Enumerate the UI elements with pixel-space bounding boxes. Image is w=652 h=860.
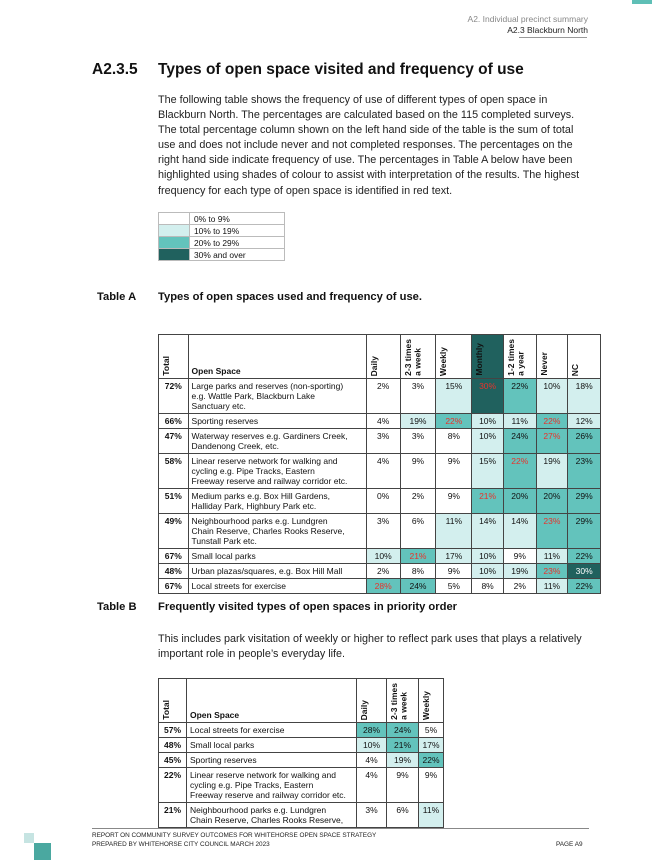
frequency-cell: 21% (400, 549, 436, 564)
open-space-line: Neighbourhood parks e.g. Lundgren (191, 516, 328, 526)
frequency-cell: 15% (436, 379, 472, 414)
frequency-cell: 8% (472, 579, 504, 594)
open-space-cell (188, 429, 366, 454)
frequency-cell: 15% (472, 454, 504, 489)
col-total-header: Total (159, 335, 189, 379)
frequency-cell: 10% (357, 738, 387, 753)
col-space-header: Open Space (188, 335, 366, 379)
frequency-cell: 17% (419, 738, 444, 753)
header-rule (519, 37, 587, 38)
open-space-line: e.g. Wattle Park, Blackburn Lake (191, 391, 315, 401)
table-a-label: Table A (97, 291, 137, 303)
open-space-line: Local streets for exercise (190, 725, 285, 735)
frequency-cell: 24% (503, 429, 536, 454)
legend-label: 20% to 29% (190, 237, 285, 249)
open-space-cell (188, 564, 366, 579)
frequency-cell: 29% (568, 514, 601, 549)
frequency-cell: 2% (503, 579, 536, 594)
total-cell: 57% (159, 723, 187, 738)
table-row (159, 768, 444, 803)
frequency-cell: 17% (436, 549, 472, 564)
corner-accent (632, 0, 652, 4)
legend-label: 30% and over (190, 249, 285, 261)
frequency-cell: 3% (366, 514, 400, 549)
total-cell: 72% (159, 379, 189, 414)
table-row (159, 454, 601, 489)
table-a (158, 334, 601, 594)
intro-line: The total percentage column shown on the left hand side of the table is the sum of total (158, 124, 574, 137)
frequency-cell: 10% (472, 429, 504, 454)
footer-rule (92, 828, 589, 829)
open-space-line: Tunstall Park etc. (191, 536, 257, 546)
frequency-cell: 22% (419, 753, 444, 768)
intro-line: This includes park visitation of weekly or higher to reflect park uses that plays a relatively (158, 633, 582, 645)
frequency-cell: 22% (536, 414, 568, 429)
frequency-cell: 22% (503, 454, 536, 489)
legend-swatch (159, 249, 190, 261)
frequency-cell: 18% (568, 379, 601, 414)
open-space-line: Dandenong Creek, etc. (191, 441, 279, 451)
frequency-cell: 10% (536, 379, 568, 414)
open-space-line: Halliday Park, Highbury Park etc. (191, 501, 317, 511)
table-row (159, 753, 444, 768)
frequency-cell: 3% (366, 429, 400, 454)
frequency-cell: 26% (568, 429, 601, 454)
total-cell: 58% (159, 454, 189, 489)
total-cell: 51% (159, 489, 189, 514)
open-space-line: Sanctuary etc. (191, 401, 246, 411)
col-monthly-header: Monthly (472, 335, 504, 379)
intro-line: right hand side indicate frequency of use. The percentages in Table A below have been (158, 154, 573, 167)
table-row (159, 549, 601, 564)
open-space-line: cycling e.g. Pipe Tracks, Eastern (190, 780, 314, 790)
total-cell: 67% (159, 549, 189, 564)
open-space-cell (187, 768, 357, 803)
frequency-cell: 4% (357, 768, 387, 803)
frequency-cell: 3% (400, 379, 436, 414)
header-subsection: A2.3 Blackburn North (507, 25, 588, 35)
open-space-cell (187, 723, 357, 738)
total-cell: 49% (159, 514, 189, 549)
frequency-cell: 19% (387, 753, 419, 768)
total-cell: 22% (159, 768, 187, 803)
frequency-cell: 21% (387, 738, 419, 753)
table-b-intro (158, 632, 590, 662)
heading-title: Types of open space visited and frequency of use (158, 61, 524, 78)
total-cell: 47% (159, 429, 189, 454)
col-weekly-header: Weekly (436, 335, 472, 379)
col-daily-header: Daily (366, 335, 400, 379)
open-space-cell (187, 753, 357, 768)
col-space-header: Open Space (187, 679, 357, 723)
frequency-cell: 9% (503, 549, 536, 564)
frequency-cell: 23% (536, 564, 568, 579)
open-space-cell (188, 379, 366, 414)
frequency-cell: 11% (419, 803, 444, 828)
open-space-cell (188, 454, 366, 489)
table-b-title: Frequently visited types of open spaces in priority order (158, 601, 458, 613)
frequency-cell: 12% (568, 414, 601, 429)
open-space-line: Sporting reserves (191, 416, 259, 426)
frequency-cell: 5% (419, 723, 444, 738)
footer-page-number: PAGE A9 (556, 841, 583, 848)
open-space-line: Chain Reserve, Charles Rooks Reserve, (191, 526, 345, 536)
frequency-cell: 4% (366, 414, 400, 429)
header-section: A2. Individual precinct summary (467, 14, 588, 24)
table-row (159, 803, 444, 828)
table-row (159, 723, 444, 738)
intro-line: The following table shows the frequency of use of different types of open space in (158, 94, 548, 106)
open-space-line: Sporting reserves (190, 755, 257, 765)
total-cell: 66% (159, 414, 189, 429)
frequency-cell: 10% (472, 564, 504, 579)
frequency-cell: 22% (568, 579, 601, 594)
intro-line: highlighted using shades of colour to assist with interpretation of the results. The highest (158, 169, 580, 182)
frequency-cell: 5% (436, 579, 472, 594)
frequency-cell: 19% (503, 564, 536, 579)
heading-number: A2.3.5 (92, 61, 138, 78)
intro-line: frequency for each type of open space is identified in red text. (158, 184, 453, 197)
open-space-line: Freeway reserve and railway corridor etc. (190, 790, 346, 800)
colour-legend (158, 212, 285, 261)
table-row (159, 379, 601, 414)
frequency-cell: 27% (536, 429, 568, 454)
frequency-cell: 10% (472, 549, 504, 564)
total-cell: 48% (159, 564, 189, 579)
frequency-cell: 8% (436, 429, 472, 454)
open-space-line: Linear reserve network for walking and (191, 456, 338, 466)
frequency-cell: 28% (357, 723, 387, 738)
frequency-cell: 2% (366, 564, 400, 579)
open-space-line: Linear reserve network for walking and (190, 770, 336, 780)
frequency-cell: 19% (536, 454, 568, 489)
frequency-cell: 9% (419, 768, 444, 803)
footer-report-title: REPORT ON COMMUNITY SURVEY OUTCOMES FOR WHITEHORSE OPEN SPACE STRATEGY (92, 832, 377, 839)
frequency-cell: 2% (366, 379, 400, 414)
frequency-cell: 23% (568, 454, 601, 489)
frequency-cell: 10% (366, 549, 400, 564)
total-cell: 45% (159, 753, 187, 768)
table-row (159, 414, 601, 429)
frequency-cell: 3% (357, 803, 387, 828)
frequency-cell: 9% (436, 454, 472, 489)
table-row (159, 738, 444, 753)
open-space-line: Large parks and reserves (non-sporting) (191, 381, 344, 391)
table-b (158, 678, 444, 828)
frequency-cell: 28% (366, 579, 400, 594)
frequency-cell: 6% (387, 803, 419, 828)
frequency-cell: 8% (400, 564, 436, 579)
open-space-cell (188, 549, 366, 564)
intro-paragraph (158, 93, 590, 199)
total-cell: 48% (159, 738, 187, 753)
open-space-line: Neighbourhood parks e.g. Lundgren (190, 805, 327, 815)
frequency-cell: 20% (536, 489, 568, 514)
open-space-cell (188, 514, 366, 549)
frequency-cell: 24% (387, 723, 419, 738)
frequency-cell: 14% (472, 514, 504, 549)
legend-swatch (159, 237, 190, 249)
open-space-line: cycling e.g. Pipe Tracks, Eastern (191, 466, 315, 476)
frequency-cell: 22% (436, 414, 472, 429)
table-row (159, 514, 601, 549)
frequency-cell: 6% (400, 514, 436, 549)
table-a-title: Types of open spaces used and frequency of use. (158, 291, 423, 303)
frequency-cell: 20% (503, 489, 536, 514)
col-1-2-year-header: 1-2 times a year (503, 335, 536, 379)
col-never-header: Never (536, 335, 568, 379)
table-row (159, 579, 601, 594)
col-nc-header: NC (568, 335, 601, 379)
legend-swatch (159, 213, 190, 225)
col-2-3-week-header: 2-3 times a week (387, 679, 419, 723)
frequency-cell: 2% (400, 489, 436, 514)
frequency-cell: 4% (366, 454, 400, 489)
frequency-cell: 22% (568, 549, 601, 564)
frequency-cell: 11% (536, 549, 568, 564)
col-total-header: Total (159, 679, 187, 723)
frequency-cell: 24% (400, 579, 436, 594)
frequency-cell: 30% (568, 564, 601, 579)
decor-square-small (24, 833, 34, 843)
legend-label: 0% to 9% (190, 213, 285, 225)
intro-line: important role in people’s everyday life. (158, 648, 346, 661)
col-weekly-header: Weekly (419, 679, 444, 723)
table-b-label: Table B (97, 601, 137, 613)
open-space-cell (188, 579, 366, 594)
frequency-cell: 9% (387, 768, 419, 803)
frequency-cell: 30% (472, 379, 504, 414)
frequency-cell: 4% (357, 753, 387, 768)
frequency-cell: 11% (436, 514, 472, 549)
intro-line: Blackburn North. The percentages are calculated based on the 115 completed surveys. (158, 109, 575, 122)
frequency-cell: 9% (400, 454, 436, 489)
open-space-line: Small local parks (190, 740, 255, 750)
frequency-cell: 9% (436, 489, 472, 514)
table-row (159, 564, 601, 579)
frequency-cell: 22% (503, 379, 536, 414)
total-cell: 21% (159, 803, 187, 828)
frequency-cell: 11% (503, 414, 536, 429)
frequency-cell: 3% (400, 429, 436, 454)
frequency-cell: 11% (536, 579, 568, 594)
frequency-cell: 14% (503, 514, 536, 549)
footer-prepared-by: PREPARED BY WHITEHORSE CITY COUNCIL MARCH 2023 (92, 841, 270, 848)
col-daily-header: Daily (357, 679, 387, 723)
open-space-line: Medium parks e.g. Box Hill Gardens, (191, 491, 330, 501)
intro-line: use and does not include never and not completed responses. The percentages on the (158, 139, 573, 152)
frequency-cell: 23% (536, 514, 568, 549)
total-cell: 67% (159, 579, 189, 594)
frequency-cell: 21% (472, 489, 504, 514)
open-space-line: Small local parks (191, 551, 256, 561)
open-space-cell (187, 738, 357, 753)
col-2-3-week-header: 2-3 times a week (400, 335, 436, 379)
open-space-cell (188, 489, 366, 514)
frequency-cell: 0% (366, 489, 400, 514)
frequency-cell: 19% (400, 414, 436, 429)
legend-label: 10% to 19% (190, 225, 285, 237)
table-row (159, 489, 601, 514)
open-space-line: Chain Reserve, Charles Rooks Reserve, (190, 815, 344, 825)
open-space-cell (187, 803, 357, 828)
open-space-cell (188, 414, 366, 429)
open-space-line: Waterway reserves e.g. Gardiners Creek, (191, 431, 348, 441)
open-space-line: Freeway reserve and railway corridor etc. (191, 476, 348, 486)
frequency-cell: 9% (436, 564, 472, 579)
open-space-line: Urban plazas/squares, e.g. Box Hill Mall (191, 566, 343, 576)
open-space-line: Local streets for exercise (191, 581, 287, 591)
frequency-cell: 10% (472, 414, 504, 429)
frequency-cell: 29% (568, 489, 601, 514)
legend-swatch (159, 225, 190, 237)
table-row (159, 429, 601, 454)
decor-square-large (34, 843, 51, 860)
